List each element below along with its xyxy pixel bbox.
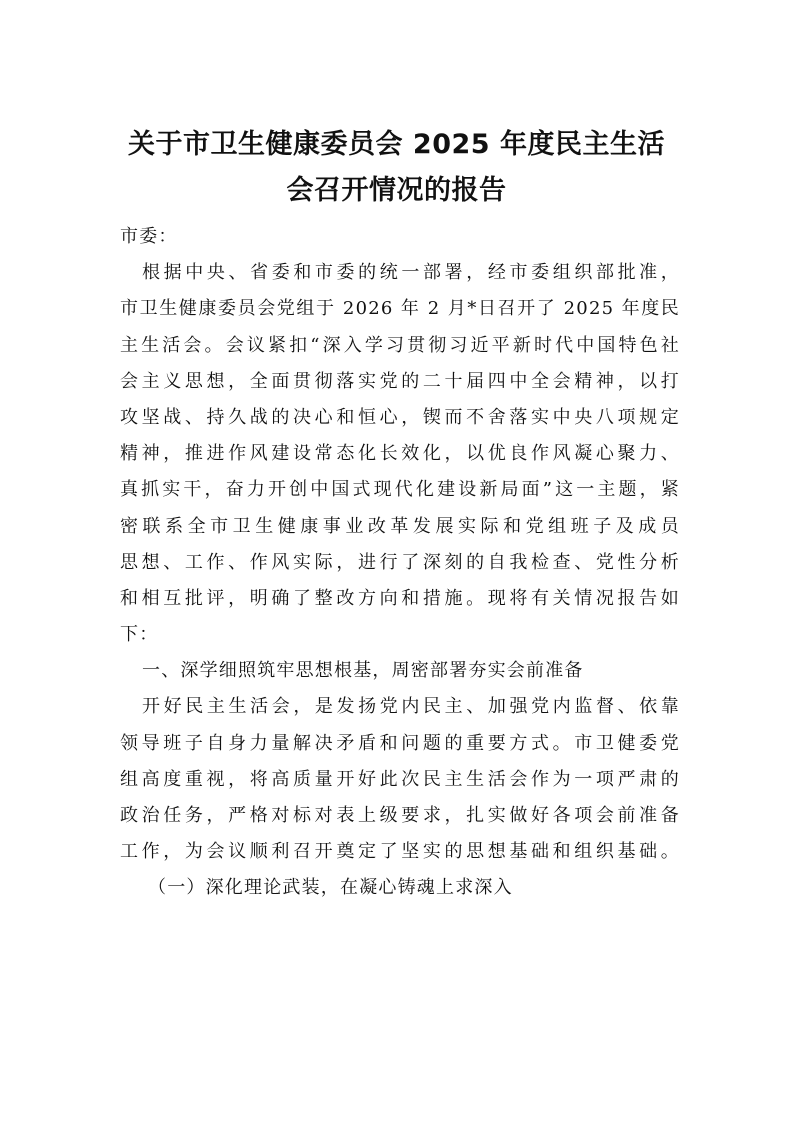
paragraph-2-line: 政治任务，严格对标对表上级要求，扎实做好各项会前准备 <box>120 805 680 826</box>
paragraph-1-line: 攻坚战、持久战的决心和恒心，锲而不舍落实中央八项规定 <box>120 406 680 428</box>
paragraph-1-line: 主生活会。会议紧扣“深入学习贯彻习近平新时代中国特色社 <box>120 334 680 356</box>
section-heading-1: 一、深学细照筑牢思想根基，周密部署夯实会前准备 <box>142 660 584 682</box>
subsection-heading-1: （一）深化理论武装，在凝心铸魂上求深入 <box>148 877 513 899</box>
paragraph-2-line: 开好民主生活会，是发扬党内民主、加强党内监督、依靠 <box>142 696 680 718</box>
paragraph-1-line: 会主义思想，全面贯彻落实党的二十届四中全会精神，以打 <box>120 370 680 392</box>
paragraph-1-line: 思想、工作、作风实际，进行了深刻的自我检查、党性分析 <box>120 551 680 573</box>
document-title <box>100 122 693 214</box>
salutation: 市委： <box>120 226 178 247</box>
paragraph-1-line: 根据中央、省委和市委的统一部署，经市委组织部批准， <box>142 262 680 284</box>
paragraph-1-line: 下： <box>120 624 159 646</box>
paragraph-2-line: 工作，为会议顺利召开奠定了坚实的思想基础和组织基础。 <box>120 841 680 863</box>
title-line-2: 会召开情况的报告 <box>286 175 507 206</box>
paragraph-2-line: 组高度重视，将高质量开好此次民主生活会作为一项严肃的 <box>120 768 680 790</box>
paragraph-2-line: 领导班子自身力量解决矛盾和问题的重要方式。市卫健委党 <box>120 732 680 754</box>
paragraph-1-line: 真抓实干，奋力开创中国式现代化建设新局面”这一主题，紧 <box>120 479 680 501</box>
paragraph-1-line: 密联系全市卫生健康事业改革发展实际和党组班子及成员 <box>120 515 680 537</box>
title-line-1: 关于市卫生健康委员会 2025 年度民主生活 <box>128 129 665 160</box>
document-body <box>120 219 680 907</box>
paragraph-1-line: 和相互批评，明确了整改方向和措施。现将有关情况报告如 <box>120 587 680 609</box>
paragraph-1-line: 市卫生健康委员会党组于 2026 年 2 月*日召开了 2025 年度民 <box>120 298 680 320</box>
paragraph-1-line: 精神，推进作风建设常态化长效化，以优良作风凝心聚力、 <box>120 443 680 465</box>
